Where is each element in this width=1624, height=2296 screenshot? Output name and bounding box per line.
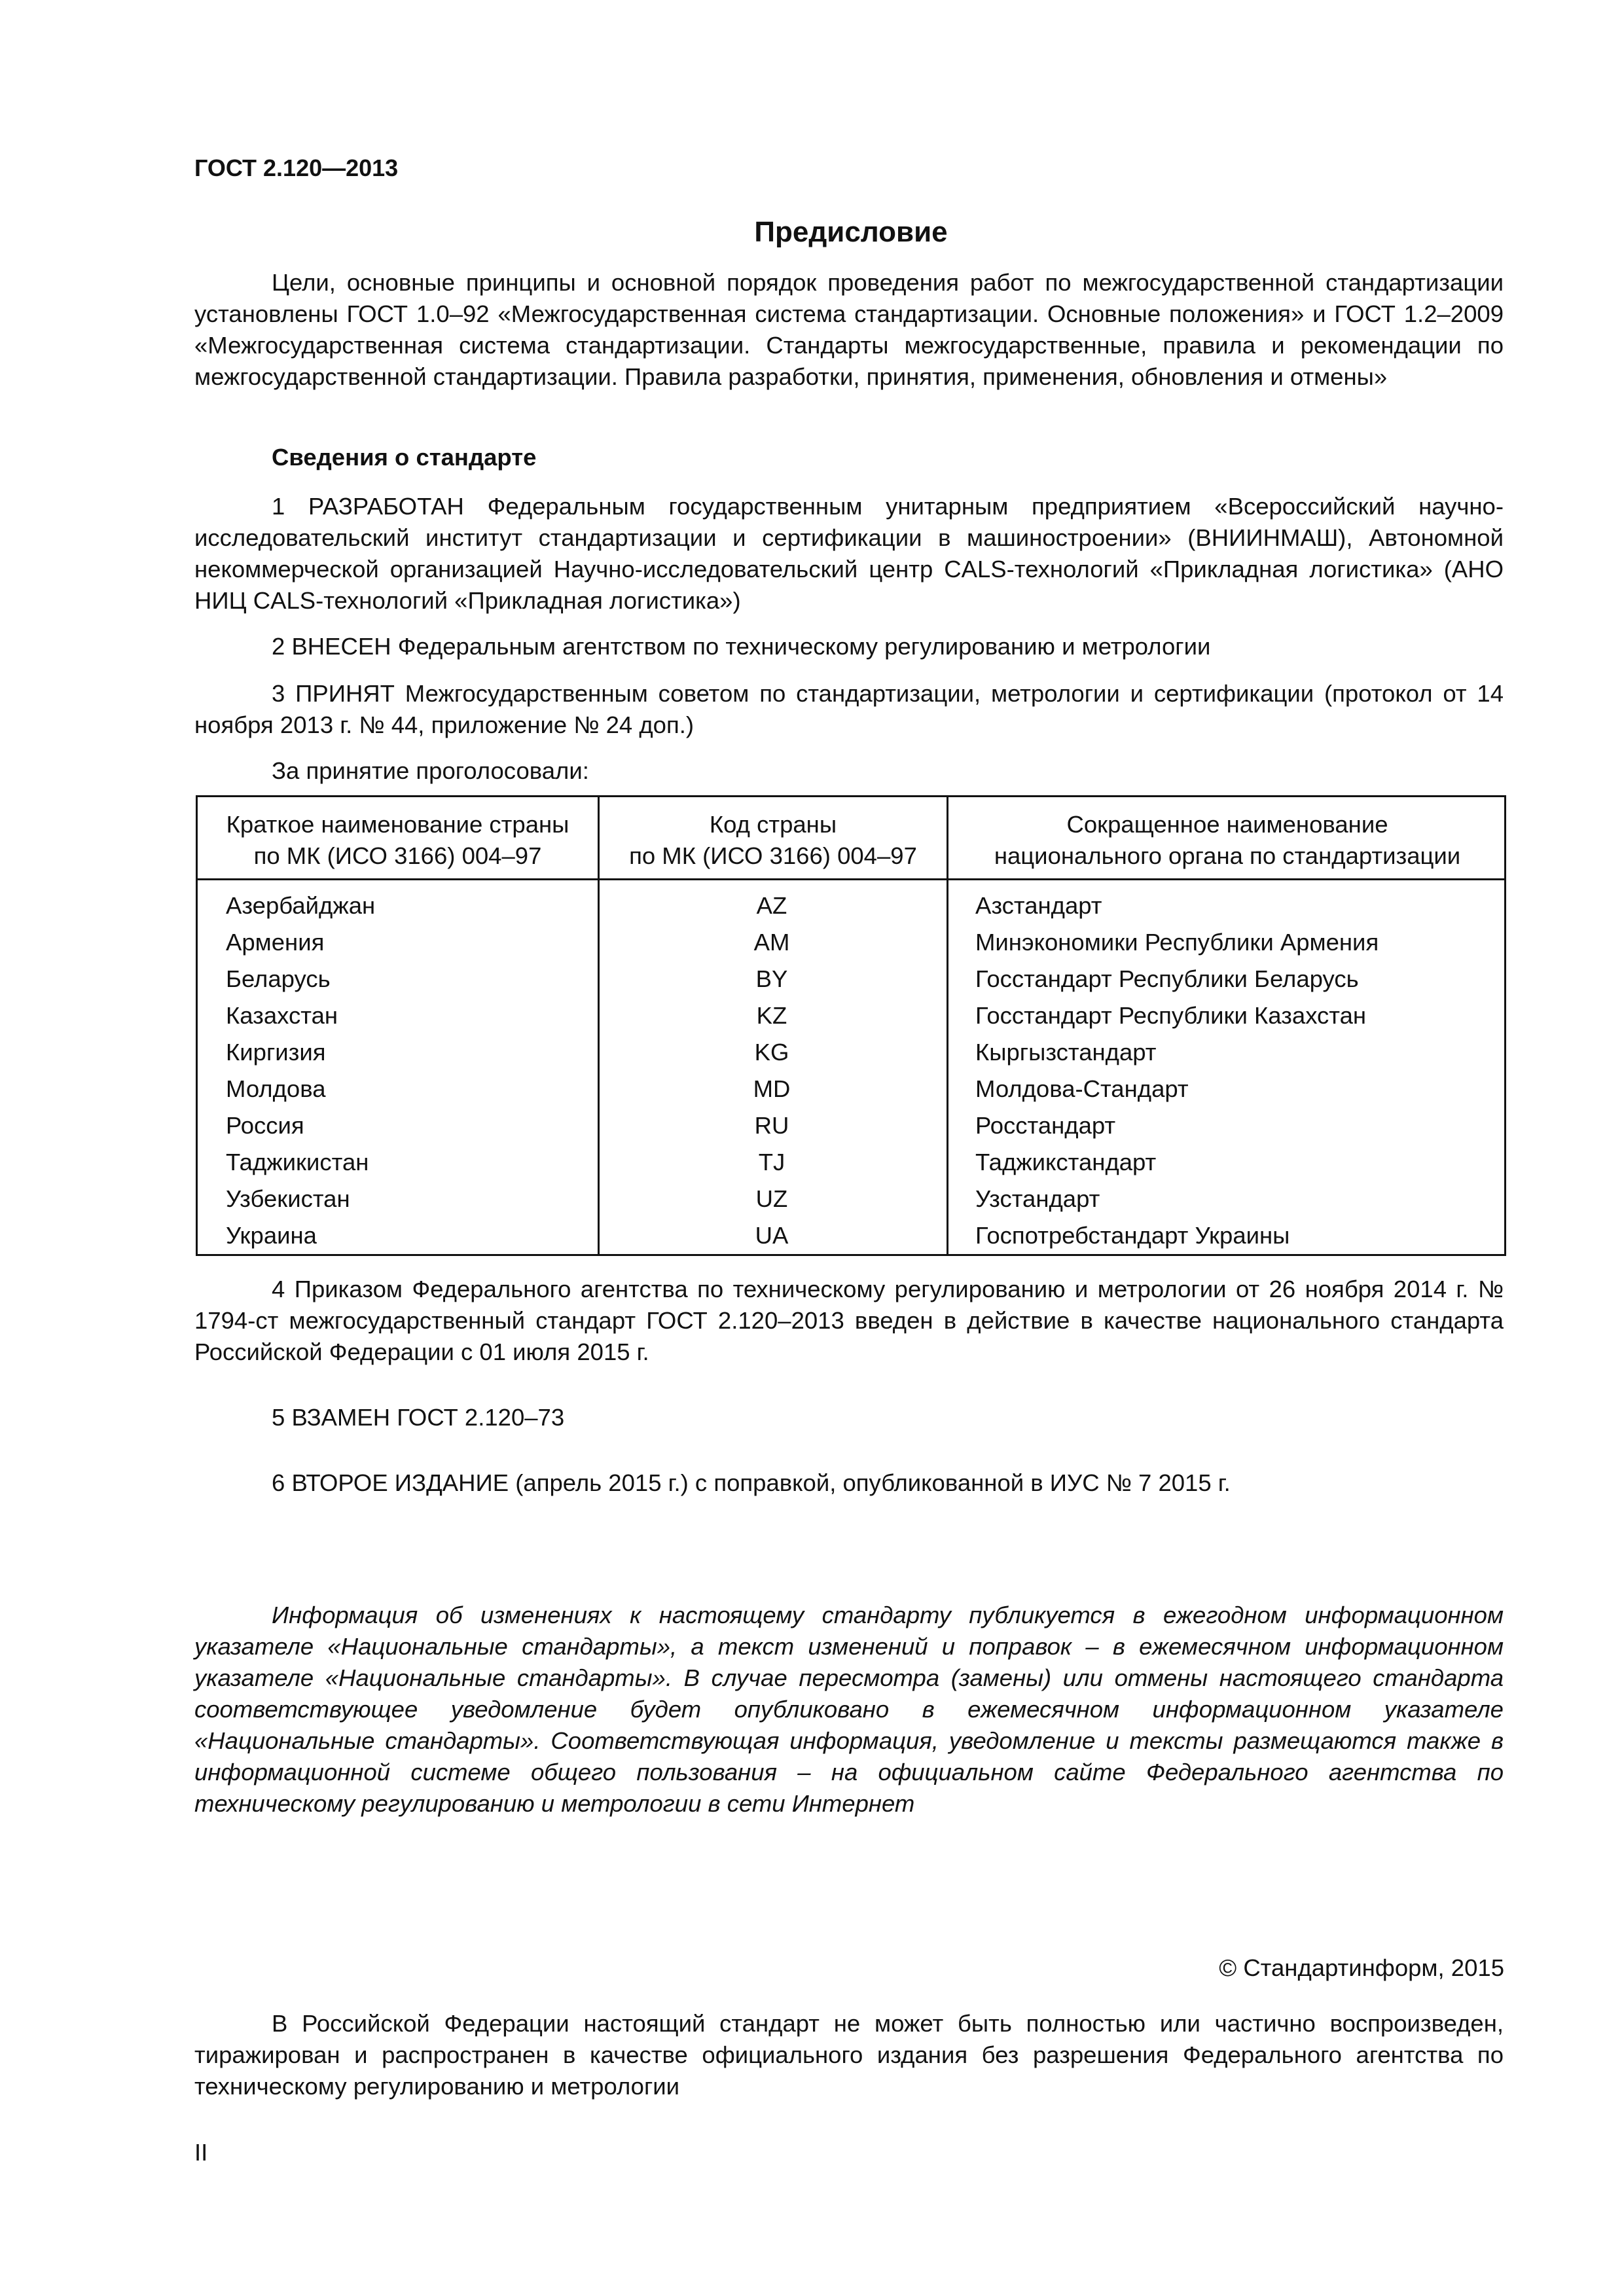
table-row: [198, 924, 1504, 961]
voting-table: [196, 795, 1506, 1256]
copyright: © Стандартинформ, 2015: [1219, 1954, 1504, 1981]
table-header-code: Код страны по МК (ИСО 3166) 004–97: [629, 811, 917, 869]
table-row: [198, 1034, 1504, 1071]
country-name: Беларусь: [226, 965, 331, 992]
table-row: [198, 1217, 1504, 1254]
country-code: AZ: [756, 892, 787, 919]
country-name: Украина: [226, 1222, 317, 1249]
table-row: [198, 1181, 1504, 1217]
table-header-divider: [198, 878, 1504, 880]
table-row: [198, 961, 1504, 997]
national-body: Таджикстандарт: [975, 1149, 1157, 1175]
country-code: UA: [755, 1222, 789, 1249]
national-body: Госпотребстандарт Украины: [975, 1222, 1290, 1249]
country-name: Казахстан: [226, 1002, 338, 1029]
table-row: [198, 997, 1504, 1034]
table-header-organization: Сокращенное наименование национального органа по стандартизации: [994, 811, 1461, 869]
table-row: [198, 1107, 1504, 1144]
voted-label: За принятие проголосовали:: [272, 757, 589, 784]
item-3-adopted: 3 ПРИНЯТ Межгосударственным советом по стандартизации, метрологии и сертификации (протокол от 14 ноября 2013 г. № 44, приложение № 24 доп.): [194, 680, 1504, 738]
changes-notice: Информация об изменениях к настоящему стандарту публикуется в ежегодном информационном указателе «Национальные стандарты», а текст изменений и поправок – в ежемесячном информационном указателе «Национальные стандарты». В случае пересмотра (замены) или отмены настоящего стандарта соответствующее уведомление будет опубликовано в ежемесячном информационном указателе «Национальные стандарты». Соответствующая информация, уведомление и тексты размещаются также в информационной системе общего пользования – на официальном сайте Федерального агентства по техническому регулированию и метрологии в сети Интернет: [194, 1602, 1504, 1817]
intro-paragraph: Цели, основные принципы и основной порядок проведения работ по межгосударственной стандартизации установлены ГОСТ 1.0–92 «Межгосударственная система стандартизации. Основные положения» и ГОСТ 1.2–2009 «Межгосударственная система стандартизации. Стандарты межгосударственные, правила и рекомендации по межгосударственной стандартизации. Правила разработки, принятия, применения, обновления и отмены»: [194, 269, 1504, 390]
page-number: II: [194, 2139, 208, 2166]
document-header: ГОСТ 2.120—2013: [194, 154, 399, 181]
national-body: Минэкономики Республики Армения: [975, 929, 1379, 956]
national-body: Молдова-Стандарт: [975, 1075, 1189, 1102]
table-row: [198, 1071, 1504, 1107]
national-body: Узстандарт: [975, 1185, 1100, 1212]
country-name: Россия: [226, 1112, 304, 1139]
country-code: MD: [753, 1075, 791, 1102]
country-name: Таджикистан: [226, 1149, 369, 1175]
country-code: BY: [755, 965, 788, 992]
info-heading: Сведения о стандарте: [272, 444, 537, 471]
country-name: Киргизия: [226, 1039, 326, 1066]
country-name: Молдова: [226, 1075, 326, 1102]
table-row: [198, 1144, 1504, 1181]
country-name: Азербайджан: [226, 892, 376, 919]
item-2-introduced: 2 ВНЕСЕН Федеральным агентством по техническому регулированию и метрологии: [272, 633, 1211, 660]
table-row: [198, 888, 1504, 924]
page-title: Предисловие: [754, 216, 948, 248]
country-code: TJ: [758, 1149, 785, 1175]
country-code: KZ: [756, 1002, 787, 1029]
rights-notice: В Российской Федерации настоящий стандарт не может быть полностью или частично воспроизведен, тиражирован и распространен в качестве официального издания без разрешения Федерального агентства по техническому регулированию и метрологии: [194, 2010, 1504, 2100]
item-1-developed: 1 РАЗРАБОТАН Федеральным государственным унитарным предприятием «Всероссийский научно-исследовательский институт стандартизации и сертификации в машиностроении» (ВНИИНМАШ), Автономной некоммерческой организацией Научно-исследовательский центр CALS-технологий «Прикладная логистика» (АНО НИЦ CALS-технологий «Прикладная логистика»): [194, 493, 1504, 614]
national-body: Кыргызстандарт: [975, 1039, 1157, 1066]
country-name: Узбекистан: [226, 1185, 350, 1212]
national-body: Госстандарт Республики Казахстан: [975, 1002, 1367, 1029]
item-4-order: 4 Приказом Федерального агентства по техническому регулированию и метрологии от 26 ноября 2014 г. № 1794-ст межгосударственный стандарт ГОСТ 2.120–2013 введен в действие в качестве национального стандарта Российской Федерации с 01 июля 2015 г.: [194, 1276, 1504, 1365]
item-5-replaces: 5 ВЗАМЕН ГОСТ 2.120–73: [272, 1404, 565, 1431]
country-code: KG: [754, 1039, 789, 1066]
country-code: RU: [754, 1112, 789, 1139]
national-body: Госстандарт Республики Беларусь: [975, 965, 1359, 992]
country-name: Армения: [226, 929, 325, 956]
country-code: AM: [753, 929, 790, 956]
national-body: Азстандарт: [975, 892, 1102, 919]
item-6-edition: 6 ВТОРОЕ ИЗДАНИЕ (апрель 2015 г.) с поправкой, опубликованной в ИУС № 7 2015 г.: [272, 1469, 1231, 1496]
country-code: UZ: [755, 1185, 788, 1212]
table-header-country: Краткое наименование страны по МК (ИСО 3166) 004–97: [226, 811, 569, 869]
national-body: Росстандарт: [975, 1112, 1116, 1139]
